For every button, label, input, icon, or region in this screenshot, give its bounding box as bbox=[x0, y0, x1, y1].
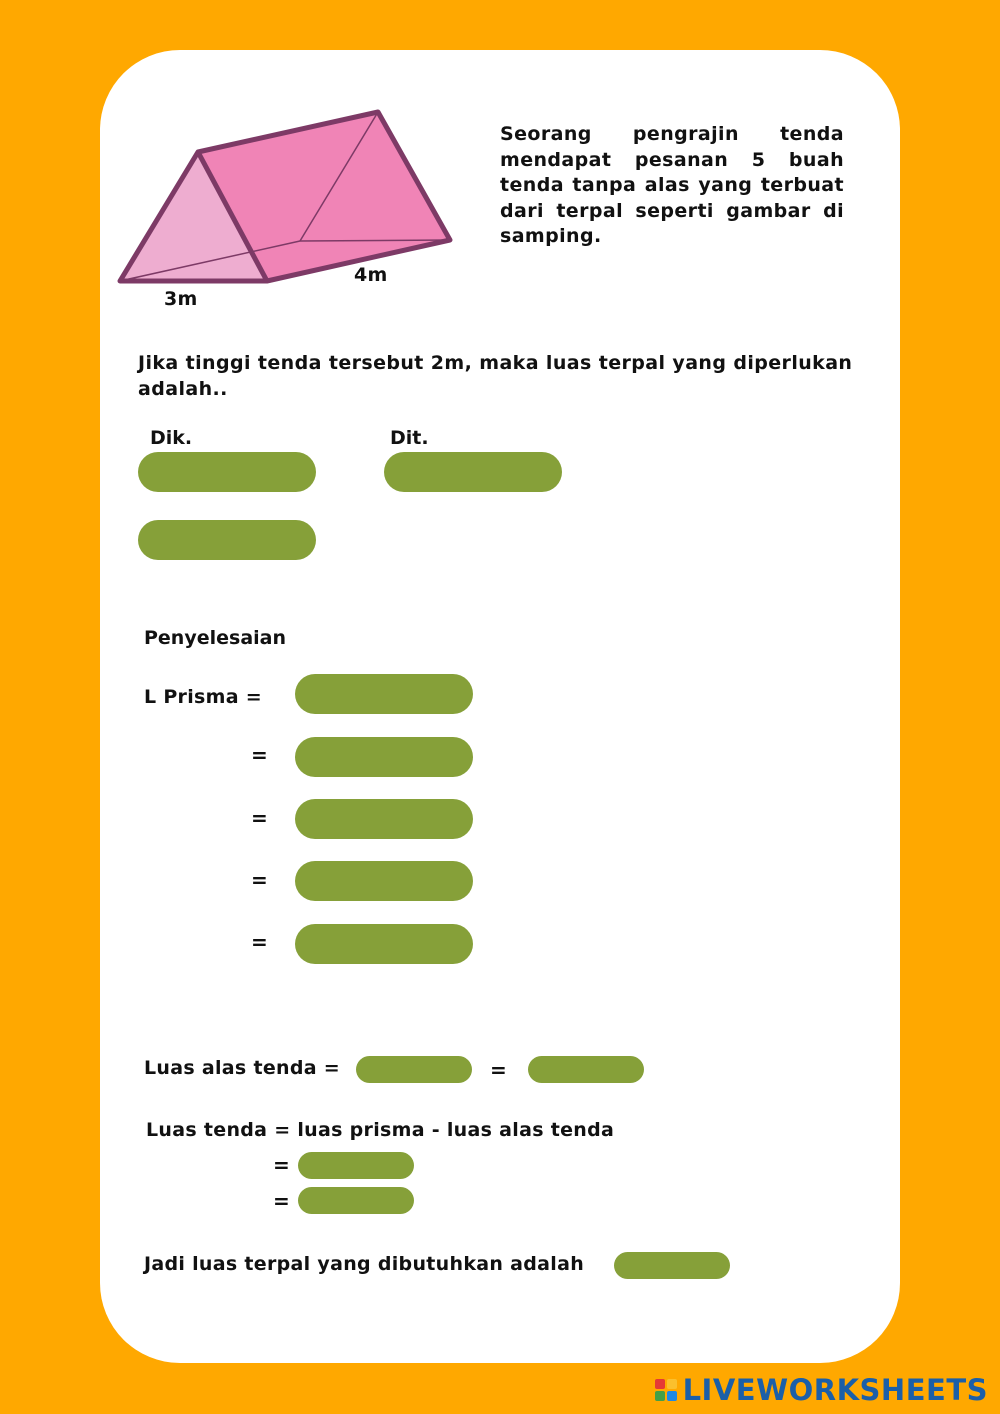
dimension-base-label: 3m bbox=[164, 288, 198, 310]
prism-step-input[interactable] bbox=[295, 674, 473, 714]
equals-sign: = bbox=[490, 1058, 507, 1082]
prism-step-input[interactable] bbox=[295, 924, 473, 964]
conclusion-label: Jadi luas terpal yang dibutuhkan adalah bbox=[144, 1253, 585, 1275]
asked-answer-input[interactable] bbox=[384, 452, 562, 492]
equals-sign: = bbox=[273, 1153, 290, 1177]
tent-area-result-input[interactable] bbox=[298, 1187, 414, 1214]
dimension-length-label: 4m bbox=[354, 264, 388, 286]
base-area-result-input[interactable] bbox=[528, 1056, 644, 1083]
known-label: Dik. bbox=[150, 427, 193, 449]
logo-text: LIVEWORKSHEETS bbox=[682, 1373, 988, 1407]
tent-prism-illustration bbox=[110, 100, 470, 320]
equals-sign: = bbox=[251, 868, 268, 892]
tent-area-formula: Luas tenda = luas prisma - luas alas tenda bbox=[146, 1119, 615, 1141]
known-answer-input[interactable] bbox=[138, 452, 316, 492]
solution-title: Penyelesaian bbox=[144, 627, 286, 649]
liveworksheets-logo-icon bbox=[655, 1379, 677, 1401]
base-area-label: Luas alas tenda = bbox=[144, 1057, 341, 1079]
base-area-input[interactable] bbox=[356, 1056, 472, 1083]
equals-sign: = bbox=[251, 743, 268, 767]
prism-area-label: L Prisma = bbox=[144, 686, 262, 708]
prism-step-input[interactable] bbox=[295, 799, 473, 839]
conclusion-answer-input[interactable] bbox=[614, 1252, 730, 1279]
equals-sign: = bbox=[251, 806, 268, 830]
prism-step-input[interactable] bbox=[295, 737, 473, 777]
equals-sign: = bbox=[273, 1189, 290, 1213]
problem-question: Jika tinggi tenda tersebut 2m, maka luas terpal yang diperlukan adalah.. bbox=[138, 352, 853, 400]
equals-sign: = bbox=[251, 930, 268, 954]
tent-hidden-edge bbox=[300, 240, 450, 241]
liveworksheets-logo bbox=[655, 1374, 988, 1406]
problem-story: Seorang pengrajin tenda mendapat pesanan 5 buah tenda tanpa alas yang terbuat dari terpal seperti gambar di samping. bbox=[500, 123, 844, 247]
tent-area-input[interactable] bbox=[298, 1152, 414, 1179]
known-answer-input[interactable] bbox=[138, 520, 316, 560]
prism-step-input[interactable] bbox=[295, 861, 473, 901]
asked-label: Dit. bbox=[390, 427, 429, 449]
